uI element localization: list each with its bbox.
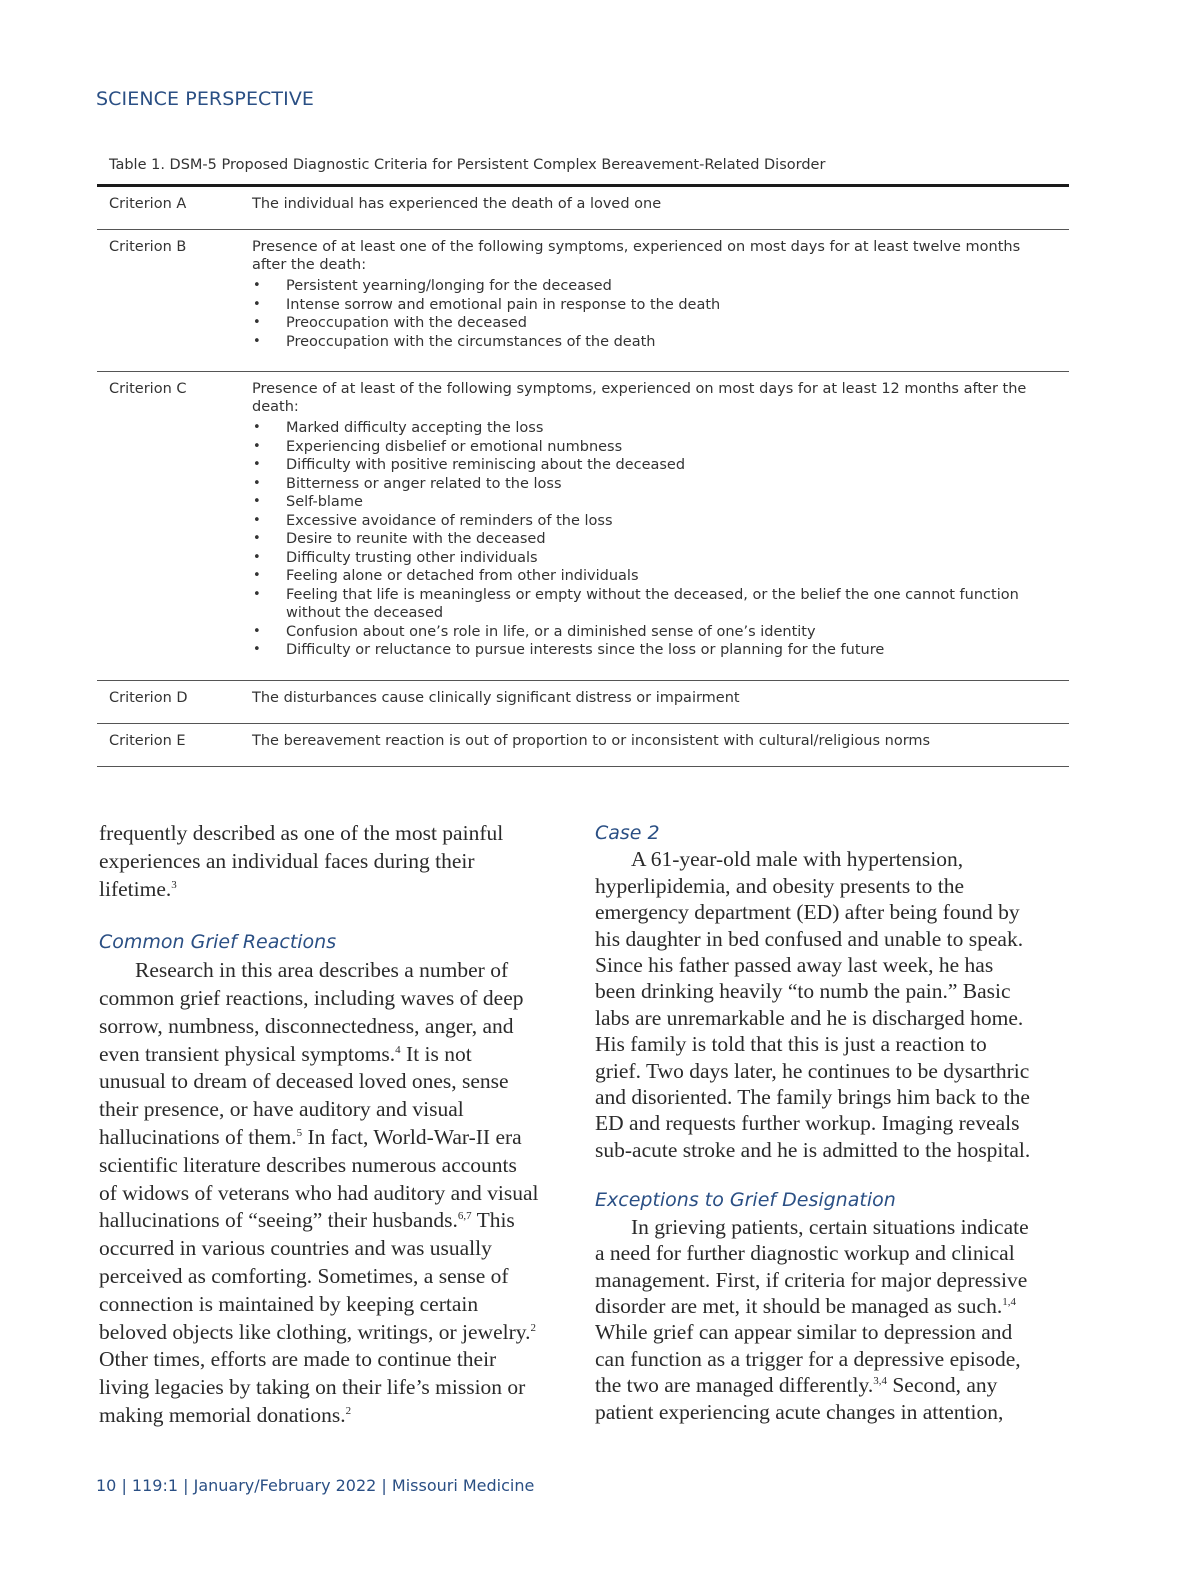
table-row-criterion-a <box>97 187 1069 230</box>
citation: 1,4 <box>1002 1295 1016 1308</box>
left-column <box>99 820 539 1430</box>
citation: 4 <box>395 1043 401 1056</box>
table-row-criterion-b <box>97 230 1069 372</box>
criterion-body <box>252 238 1069 351</box>
citation: 3,4 <box>873 1374 887 1387</box>
subheading-case-2: Case 2 <box>595 822 660 844</box>
table-row-criterion-d <box>97 681 1069 724</box>
case-paragraph: A 61-year-old male with hypertension, hyperlipidemia, and obesity presents to the emergency department (ED) after being found by his daughter in bed confused and unable to speak. Since his father passed away last week, he has been drinking heavily “to numb the pain.” Basic labs are unremarkable and he is discharged home. His family is told that this is just a reaction to grief. Two days later, he continues to be dysarthric and disoriented. The family brings him back to the ED and requests further workup. Imaging reveals sub-acute stroke and he is admitted to the hospital. <box>595 847 1031 1162</box>
citation: 3 <box>171 878 177 891</box>
list-item: • Confusion about one’s role in life, or a diminished sense of one’s identity <box>252 623 1029 642</box>
criterion-body <box>252 380 1069 660</box>
criterion-label: Criterion C <box>109 381 187 397</box>
symptom-list <box>252 419 1029 660</box>
criterion-text: The individual has experienced the death of a loved one <box>252 196 662 212</box>
list-item: • Preoccupation with the deceased <box>252 314 1029 333</box>
list-item: • Feeling that life is meaningless or empty without the deceased, or the belief the one cannot function without the deceased <box>252 586 1029 623</box>
citation: 6,7 <box>457 1210 472 1223</box>
list-item: • Persistent yearning/longing for the deceased <box>252 277 1029 296</box>
citation: 2 <box>530 1321 536 1334</box>
list-item: • Excessive avoidance of reminders of the loss <box>252 512 1029 531</box>
paragraph-text: Second, any patient experiencing acute changes in attention, <box>595 1373 1004 1424</box>
body-paragraph <box>595 1214 1035 1425</box>
body-paragraph <box>99 957 539 1430</box>
section-label: SCIENCE PERSPECTIVE <box>96 88 315 110</box>
subheading-exceptions: Exceptions to Grief Designation <box>595 1189 896 1212</box>
paragraph-text: This occurred in various countries and was usually perceived as comforting. Sometimes, a sense of connection is maintained by keeping certain beloved objects like clothing, writings, or jewelry. <box>99 1208 531 1344</box>
criterion-label: Criterion A <box>109 196 187 212</box>
criterion-text: Presence of at least one of the following symptoms, experienced on most days for at least twelve months after the death: <box>252 239 1021 273</box>
table-caption: Table 1. DSM-5 Proposed Diagnostic Criteria for Persistent Complex Bereavement-Related Disorder <box>109 157 826 173</box>
citation: 2 <box>345 1404 352 1417</box>
criteria-table <box>97 184 1069 767</box>
list-item: • Difficulty with positive reminiscing about the deceased <box>252 456 1029 475</box>
list-item: • Intense sorrow and emotional pain in response to the death <box>252 296 1029 315</box>
paragraph-text: In grieving patients, certain situations indicate a need for further diagnostic workup and clinical management. First, if criteria for major depressive disorder are met, it should be managed as such. <box>595 1214 1029 1318</box>
citation: 5 <box>296 1126 303 1139</box>
criterion-text: The bereavement reaction is out of proportion to or inconsistent with cultural/religious norms <box>252 732 931 749</box>
criterion-label: Criterion B <box>109 239 187 255</box>
paragraph-text: In fact, World-War-II era scientific literature describes numerous accounts of widows of veterans who had auditory and visual hallucinations of “seeing” their husbands. <box>99 1124 539 1233</box>
paragraph-text: While grief can appear similar to depression and can function as a trigger for a depressive episode, the two are managed differently. <box>595 1320 1021 1398</box>
paragraph-text: Research in this area describes a number of common grief reactions, including waves of deep sorrow, numbness, disconnectedness, anger, and even transient physical symptoms. <box>99 958 524 1066</box>
page-footer: 10 | 119:1 | January/February 2022 | Missouri Medicine <box>96 1476 535 1495</box>
symptom-list <box>252 277 1029 351</box>
criterion-label: Criterion E <box>109 732 186 749</box>
list-item: • Self-blame <box>252 493 1029 512</box>
subheading-common-grief-reactions: Common Grief Reactions <box>99 931 337 954</box>
list-item: • Preoccupation with the circumstances of the death <box>252 333 1029 352</box>
table-row-criterion-e <box>97 724 1069 767</box>
table-row-criterion-c <box>97 372 1069 681</box>
list-item: • Feeling alone or detached from other individuals <box>252 567 1029 586</box>
list-item: • Marked difficulty accepting the loss <box>252 419 1029 438</box>
list-item: • Difficulty trusting other individuals <box>252 549 1029 568</box>
list-item: • Desire to reunite with the deceased <box>252 530 1029 549</box>
criterion-text: Presence of at least of the following symptoms, experienced on most days for at least 12 months after the death: <box>252 381 1027 415</box>
body-paragraph <box>99 820 539 903</box>
paragraph-text: It is not unusual to dream of deceased loved ones, sense their presence, or have auditory and visual hallucinations of them. <box>99 1041 509 1149</box>
paragraph-text: frequently described as one of the most painful experiences an individual faces during their lifetime. <box>99 821 504 901</box>
paragraph-text: Other times, efforts are made to continue their living legacies by taking on their life’s mission or making memorial donations. <box>99 1347 526 1427</box>
list-item: • Experiencing disbelief or emotional numbness <box>252 438 1029 457</box>
criterion-label: Criterion D <box>109 689 188 706</box>
right-column <box>595 820 1035 1425</box>
criterion-text: The disturbances cause clinically significant distress or impairment <box>252 689 740 706</box>
list-item: • Difficulty or reluctance to pursue interests since the loss or planning for the future <box>252 641 1029 660</box>
list-item: • Bitterness or anger related to the loss <box>252 475 1029 494</box>
